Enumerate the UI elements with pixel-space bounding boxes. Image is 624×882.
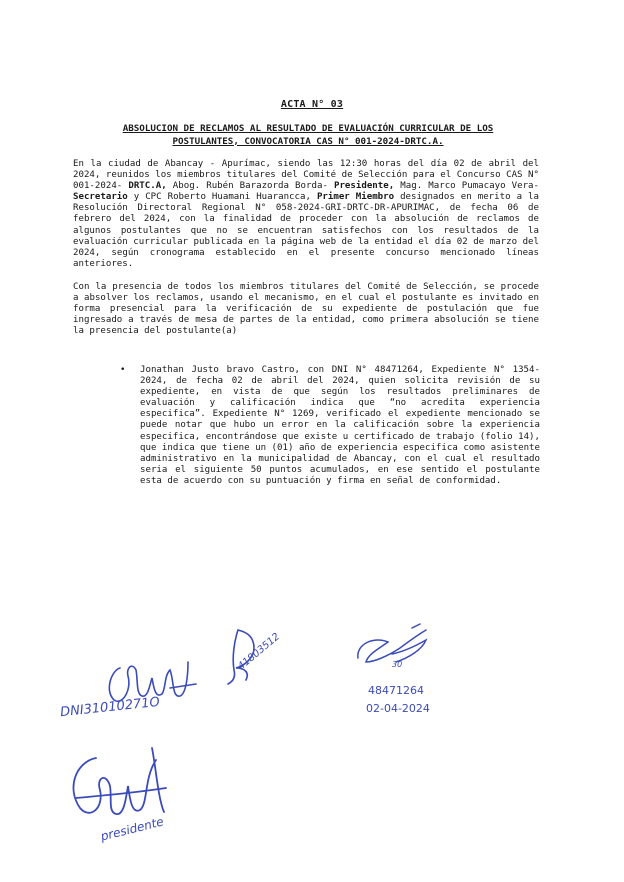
signature-3 (352, 618, 442, 678)
handwritten-date-3: 02-04-2024 (366, 702, 430, 715)
document-title: ACTA N° 03 (280, 99, 344, 110)
document-subtitle: ABSOLUCION DE RECLAMOS AL RESULTADO DE EVALUACIÓN CURRICULAR DE LOS POSTULANTES, CONVOCATORIA CAS N° 001-2024-DRTC.A. (122, 123, 494, 147)
p1-bold-drtc: DRTC.A, (128, 181, 167, 192)
bullet-item (120, 365, 540, 487)
p1-text-f: designados en merito a la Resolución Directoral Regional N° 058-2024-GRI-DRTC-DR-APURIMAC, de fecha 06 de febrero del 2024, con la finalidad de proceder con la absolución de reclamos de algunos postulantes que no se encuentran satisfechos con los resultados de la evaluación curricular publicada en la página web de la entidad el día 02 de marzo del 2024, según cronograma establecido en el presente concurso mencionado líneas anteriores. (73, 192, 539, 269)
handwritten-dni-3: 48471264 (368, 684, 424, 697)
p1-text-e: y CPC Roberto Huamani Huarancca, (127, 192, 317, 203)
bullet-symbol: • (120, 365, 126, 375)
p1-bold-presidente: Presidente, (333, 181, 395, 192)
handwritten-dni-1: DNI31010271O (59, 694, 161, 721)
p1-bold-secretario: Secretario (73, 192, 128, 203)
handwritten-code-2: 41803512 (236, 631, 283, 673)
paragraph-opening (73, 159, 539, 270)
paragraph-procedure: Con la presencia de todos los miembros titulares del Comité de Selección, se procede a absolver los reclamos, usando el mecanismo, en el cual el postulante es invitado en forma presencial para la verificación de su expediente de postulación que fue ingresado a través de mesa de partes de la entidad, como primera absolución se tiene la presencia del postulante(a) (73, 282, 539, 337)
p1-text-d: Mag. Marco Pumacayo Vera- (394, 181, 539, 192)
handwritten-number-3: 30 (392, 660, 403, 669)
handwritten-presidente: presidente (99, 814, 165, 844)
p1-bold-primer-miembro: Primer Miembro (316, 192, 395, 203)
p1-text-c: Abog. Rubén Barazorda Borda- (166, 181, 334, 192)
p1-text-a: En la ciudad de Abancay - Apurímac, siendo las 12:30 horas del día 02 de abril del 2024, reunidos los miembros titulares del Comité de Selección para el Concurso CAS N° 001-2024- (73, 159, 539, 192)
bullet-text: Jonathan Justo bravo Castro, con DNI N° 48471264, Expediente N° 1354-2024, de fecha 02 de abril del 2024, quien solicita revisión de su expediente, en vista de que según los resultados preliminares de evaluación y calificación indica que “no acredita experiencia especifica”. Expediente N° 1269, verificado el expediente mencionado se puede notar que hubo un error en la calificación sobre la experiencia especifica, encontrándose que existe u certificado de trabajo (folio 14), que indica que tiene un (01) año de experiencia especifica como asistente administrativo en la municipalidad de Abancay, con el cual el resultado seria el siguiente 50 puntos acumulados, en ese sentido el postulante esta de acuerdo con su puntuación y firma en señal de conformidad. (140, 365, 540, 486)
